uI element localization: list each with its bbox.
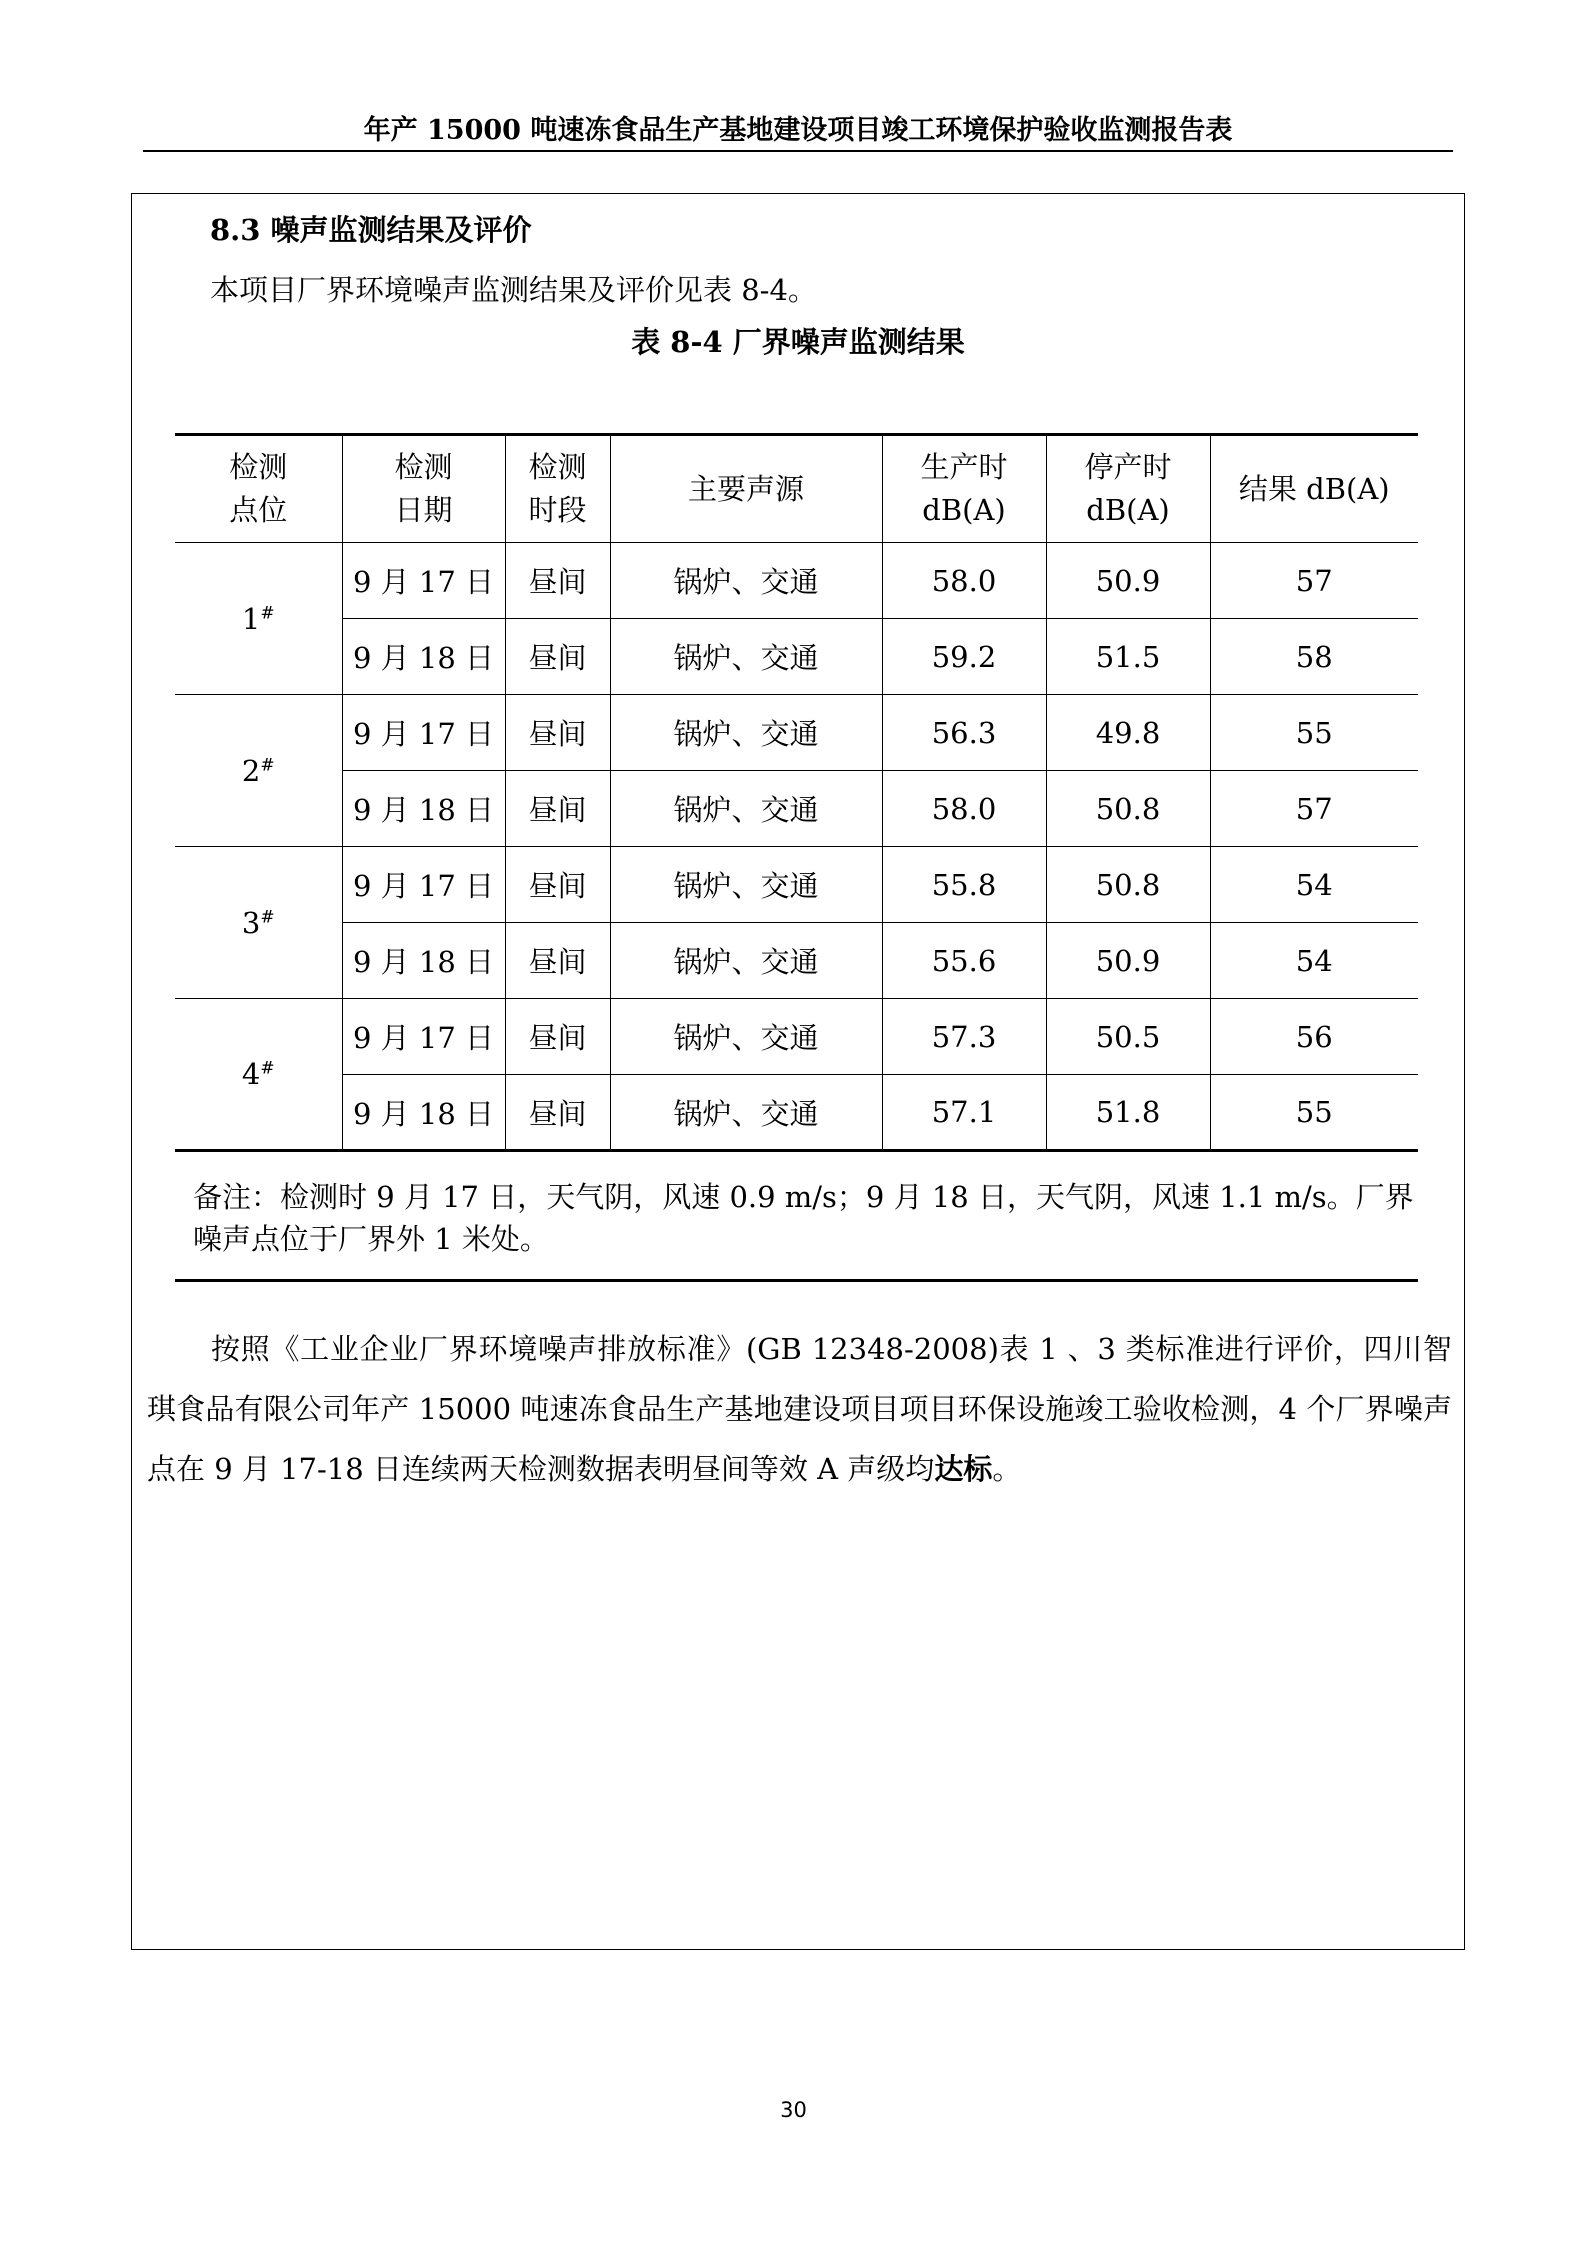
result-cell: 55 — [1210, 695, 1418, 771]
result-cell: 55 — [1210, 1075, 1418, 1151]
section-title: 8.3 噪声监测结果及评价 — [210, 213, 532, 247]
stopped-cell: 49.8 — [1046, 695, 1210, 771]
source-cell: 锅炉、交通 — [610, 999, 882, 1075]
table-row — [175, 923, 1418, 999]
date-cell: 9 月 18 日 — [342, 619, 505, 695]
date-cell: 9 月 18 日 — [342, 1075, 505, 1151]
header-period: 检测 时段 — [505, 435, 610, 543]
production-cell: 57.3 — [882, 999, 1046, 1075]
date-cell: 9 月 17 日 — [342, 847, 505, 923]
stopped-cell: 50.5 — [1046, 999, 1210, 1075]
period-cell: 昼间 — [505, 1075, 610, 1151]
noise-monitoring-table — [175, 433, 1418, 1152]
period-cell: 昼间 — [505, 847, 610, 923]
date-cell: 9 月 17 日 — [342, 999, 505, 1075]
table-remark: 备注：检测时 9 月 17 日，天气阴，风速 0.9 m/s；9 月 18 日，天气阴，风速 1.1 m/s。厂界噪声点位于厂界外 1 米处。 — [193, 1180, 1414, 1256]
production-cell: 56.3 — [882, 695, 1046, 771]
period-cell: 昼间 — [505, 619, 610, 695]
production-cell: 58.0 — [882, 771, 1046, 847]
table-caption: 表 8-4 厂界噪声监测结果 — [631, 325, 965, 359]
source-cell: 锅炉、交通 — [610, 923, 882, 999]
header-rule — [143, 150, 1453, 152]
table-row — [175, 771, 1418, 847]
production-cell: 59.2 — [882, 619, 1046, 695]
conclusion-emphasis: 达标 — [934, 1452, 993, 1486]
date-cell: 9 月 18 日 — [342, 771, 505, 847]
point-cell: 4# — [175, 999, 342, 1151]
header-point: 检测 点位 — [175, 435, 342, 543]
date-cell: 9 月 17 日 — [342, 543, 505, 619]
conclusion-paragraph — [147, 1319, 1452, 1499]
result-cell: 54 — [1210, 923, 1418, 999]
point-cell: 1# — [175, 543, 342, 695]
period-cell: 昼间 — [505, 999, 610, 1075]
table-row — [175, 695, 1418, 771]
period-cell: 昼间 — [505, 543, 610, 619]
source-cell: 锅炉、交通 — [610, 619, 882, 695]
production-cell: 55.6 — [882, 923, 1046, 999]
page-header: 年产 15000 吨速冻食品生产基地建设项目竣工环境保护验收监测报告表 — [363, 115, 1233, 146]
source-cell: 锅炉、交通 — [610, 771, 882, 847]
stopped-cell: 51.5 — [1046, 619, 1210, 695]
point-cell: 3# — [175, 847, 342, 999]
stopped-cell: 50.9 — [1046, 543, 1210, 619]
production-cell: 57.1 — [882, 1075, 1046, 1151]
page-number: 30 — [780, 2098, 807, 2122]
source-cell: 锅炉、交通 — [610, 695, 882, 771]
table-row — [175, 543, 1418, 619]
date-cell: 9 月 17 日 — [342, 695, 505, 771]
result-cell: 57 — [1210, 771, 1418, 847]
result-cell: 58 — [1210, 619, 1418, 695]
header-date: 检测 日期 — [342, 435, 505, 543]
result-cell: 56 — [1210, 999, 1418, 1075]
header-production: 生产时 dB(A) — [882, 435, 1046, 543]
intro-text: 本项目厂界环境噪声监测结果及评价见表 8-4。 — [210, 273, 817, 307]
source-cell: 锅炉、交通 — [610, 847, 882, 923]
remark-rule — [175, 1279, 1418, 1282]
source-cell: 锅炉、交通 — [610, 543, 882, 619]
source-cell: 锅炉、交通 — [610, 1075, 882, 1151]
header-result: 结果 dB(A) — [1210, 435, 1418, 543]
table-row — [175, 1075, 1418, 1151]
header-stopped: 停产时 dB(A) — [1046, 435, 1210, 543]
table-row — [175, 619, 1418, 695]
result-cell: 57 — [1210, 543, 1418, 619]
table-row — [175, 847, 1418, 923]
stopped-cell: 50.8 — [1046, 847, 1210, 923]
result-cell: 54 — [1210, 847, 1418, 923]
table-header-row — [175, 435, 1418, 543]
stopped-cell: 51.8 — [1046, 1075, 1210, 1151]
production-cell: 58.0 — [882, 543, 1046, 619]
table-row — [175, 999, 1418, 1075]
conclusion-text: 按照《工业企业厂界环境噪声排放标准》(GB 12348-2008)表 1 、3 类标准进行评价，四川智琪食品有限公司年产 15000 吨速冻食品生产基地建设项目项目环保设施竣工验收检测，4 个厂界噪声点在 9 月 17-18 日连续两天检测数据表明昼间等效 A 声级均 — [147, 1332, 1452, 1486]
period-cell: 昼间 — [505, 695, 610, 771]
period-cell: 昼间 — [505, 923, 610, 999]
date-cell: 9 月 18 日 — [342, 923, 505, 999]
stopped-cell: 50.9 — [1046, 923, 1210, 999]
header-source: 主要声源 — [610, 435, 882, 543]
point-cell: 2# — [175, 695, 342, 847]
production-cell: 55.8 — [882, 847, 1046, 923]
period-cell: 昼间 — [505, 771, 610, 847]
conclusion-end: 。 — [992, 1452, 1022, 1486]
stopped-cell: 50.8 — [1046, 771, 1210, 847]
